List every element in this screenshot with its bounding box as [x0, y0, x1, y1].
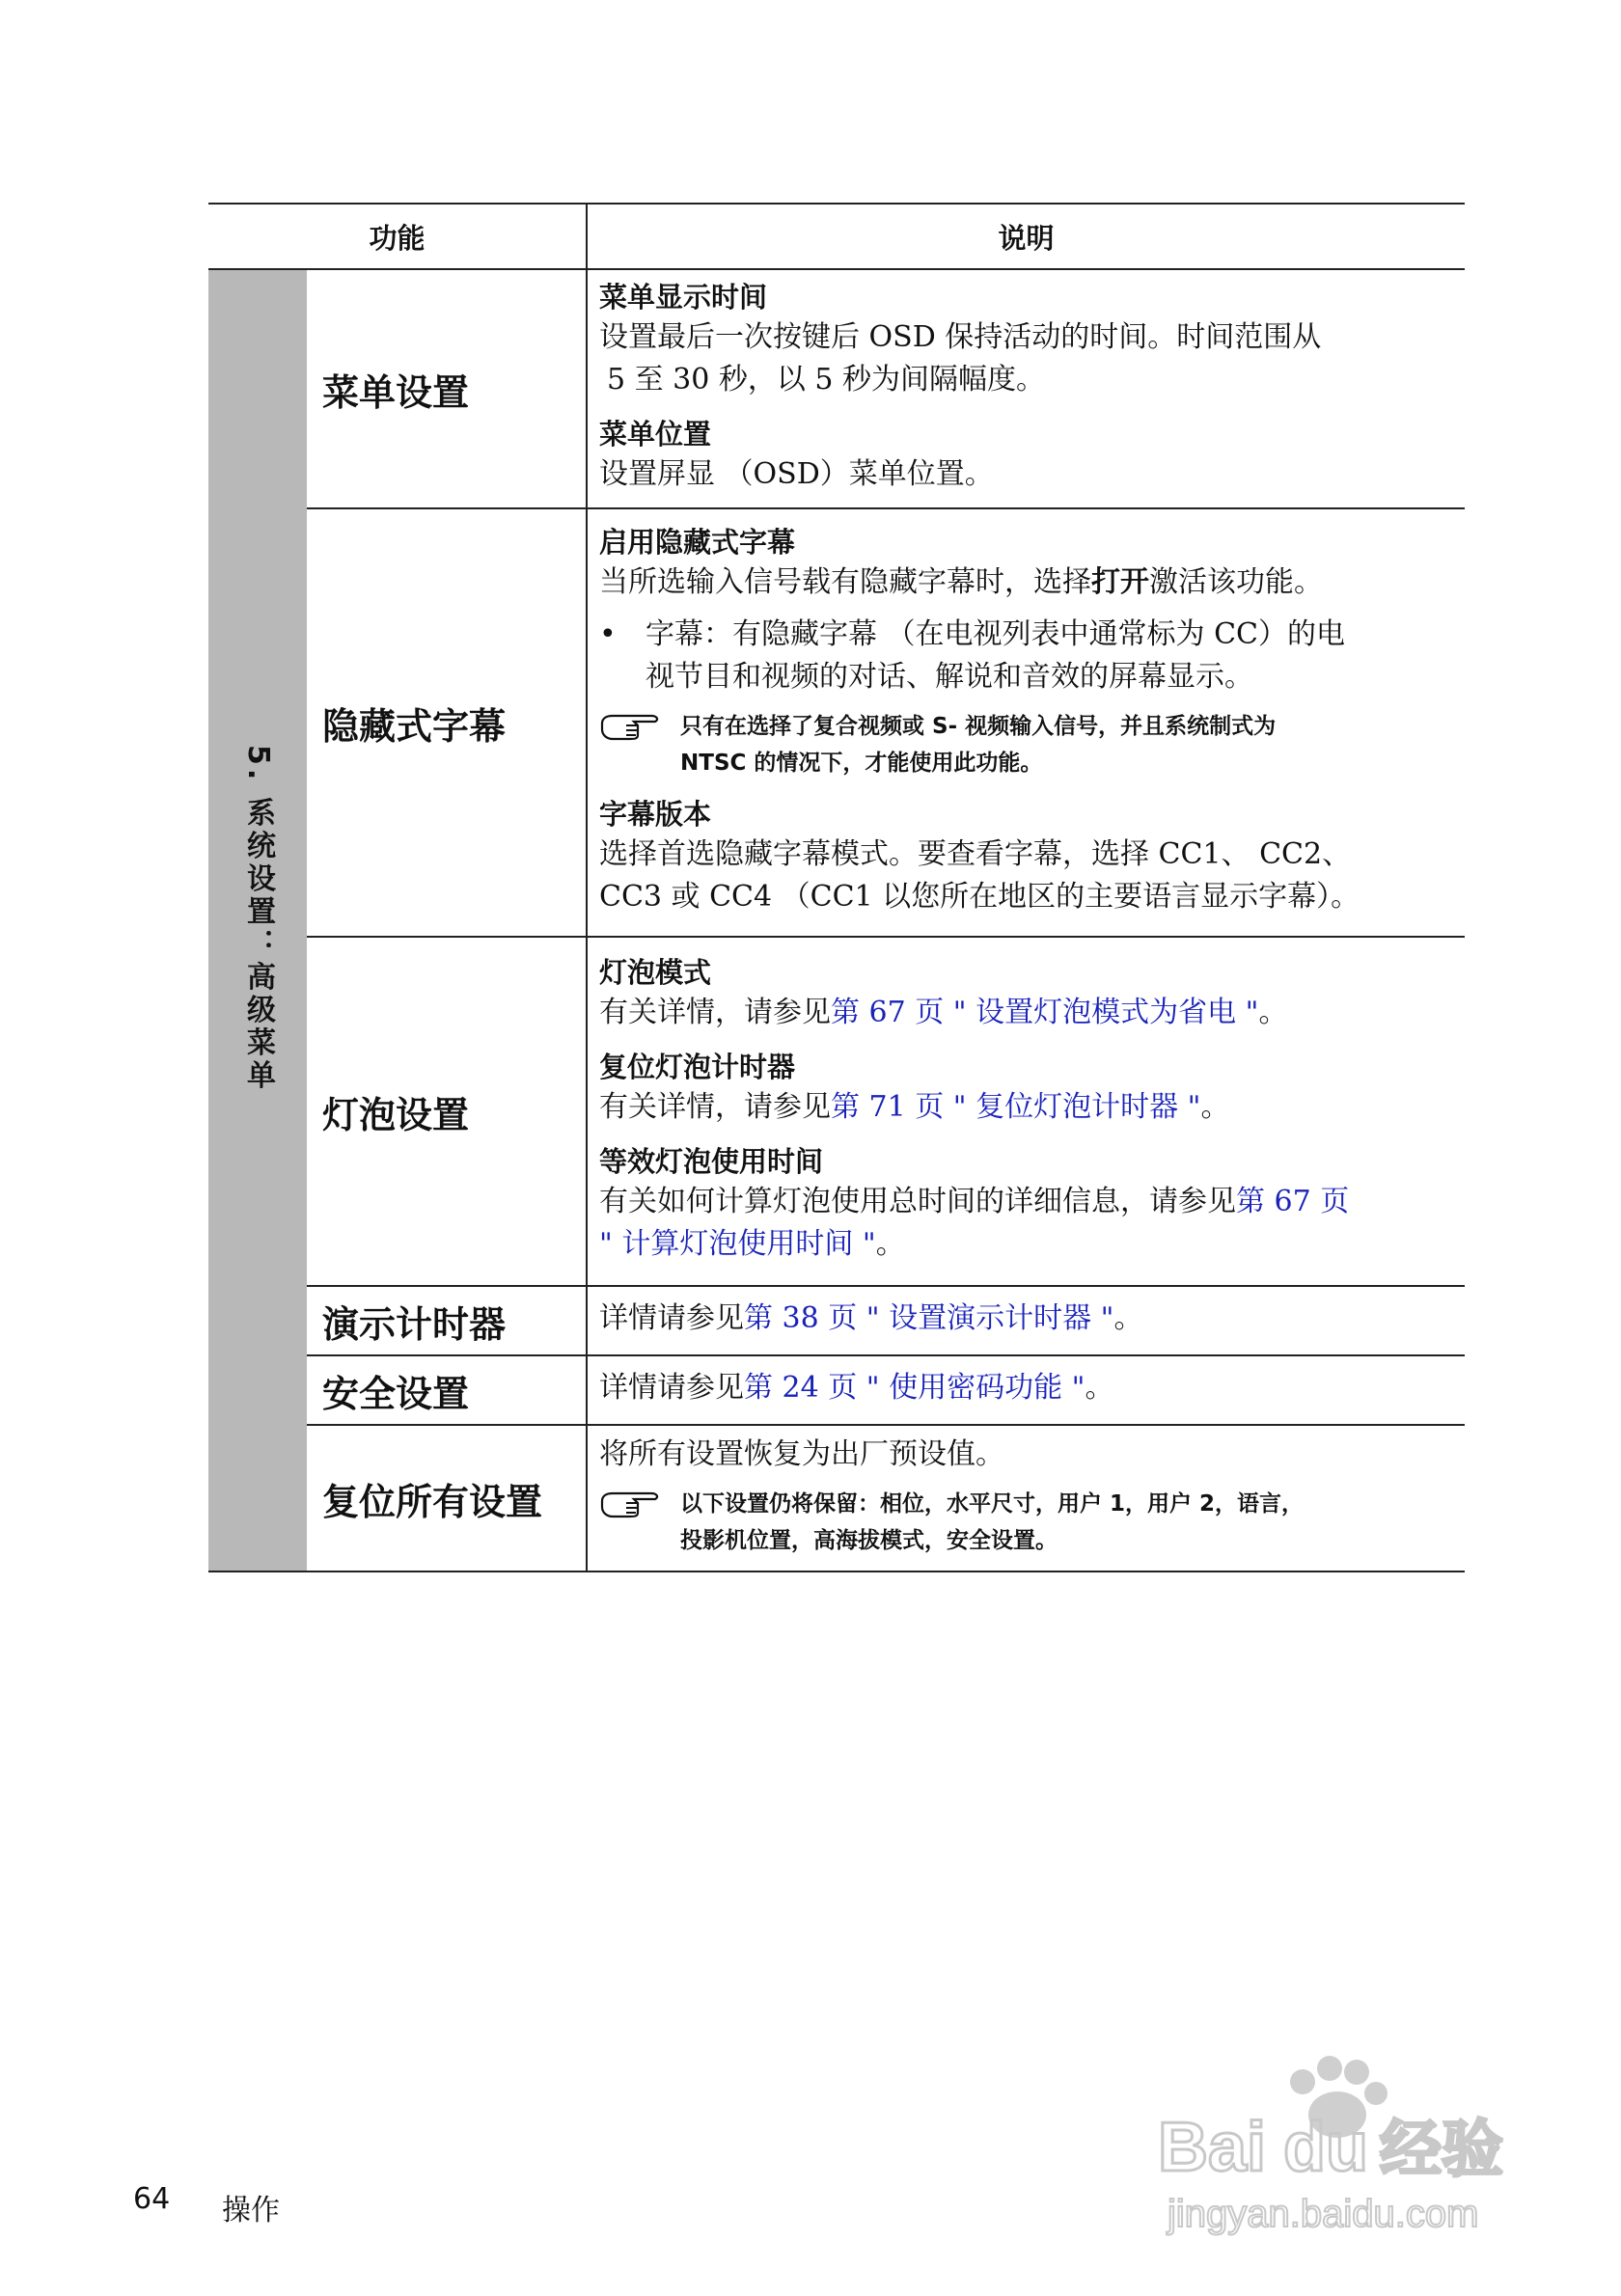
text-part: 当所选输入信号载有隐藏字幕时，选择: [599, 565, 1092, 599]
function-name: 演示计时器: [307, 1286, 587, 1355]
note-box: [599, 1486, 1453, 1559]
text-part: 有关如何计算灯泡使用总时间的详细信息，请参见: [599, 1185, 1237, 1218]
watermark-brand2: du: [1283, 2109, 1368, 2186]
table-row: [208, 269, 1465, 508]
page-link[interactable]: 第 71 页 " 复位灯泡计时器 ": [831, 1090, 1201, 1124]
bold-option: 打开: [1091, 565, 1150, 599]
footer-section: 操作: [222, 2194, 280, 2228]
table-row: [208, 1286, 1465, 1355]
text-part: 。: [875, 1227, 905, 1261]
settings-table: [208, 203, 1465, 1572]
bullet-dot: •: [599, 617, 617, 651]
header-function: 功能: [208, 204, 587, 269]
header-description: 说明: [587, 204, 1465, 269]
description-text: 设置屏显 （OSD）菜单位置。: [599, 457, 994, 491]
function-name: 菜单设置: [307, 269, 587, 508]
text-part: 有关详情，请参见: [599, 996, 832, 1029]
description-text: 选择首选隐藏字幕模式。要查看字幕，选择 CC1、 CC2、: [599, 837, 1352, 871]
section-label: 5. 系统设置：高级菜单: [241, 744, 275, 1093]
page-link[interactable]: 第 67 页 " 设置灯泡模式为省电 ": [831, 996, 1259, 1029]
description-cell: [587, 1286, 1465, 1355]
note-text: 以下设置仍将保留：相位，水平尺寸，用户 1，用户 2，语言，: [680, 1491, 1305, 1517]
text-part: 。: [1085, 1371, 1114, 1405]
subheading: 字幕版本: [599, 798, 712, 831]
description-text: [599, 992, 1453, 1034]
table-row: [208, 1355, 1465, 1425]
note-box: [599, 708, 1453, 781]
subheading: 启用隐藏式字幕: [599, 526, 796, 559]
table-row: [208, 937, 1465, 1286]
text-part: 。: [1258, 996, 1288, 1029]
section-sidebar: [208, 269, 307, 1572]
baidu-jingyan-watermark: [1158, 2055, 1544, 2238]
description-cell: [587, 508, 1465, 937]
subheading: 菜单显示时间: [599, 281, 768, 314]
description-text: [599, 1223, 1453, 1266]
page-number: 64: [133, 2182, 171, 2216]
description-cell: [587, 1425, 1465, 1572]
text-part: 详情请参见: [599, 1371, 745, 1405]
note-text: 投影机位置，高海拔模式，安全设置。: [680, 1528, 1058, 1553]
bullet-item: [599, 614, 1453, 698]
description-cell: [587, 1355, 1465, 1425]
description-text: 5 至 30 秒，以 5 秒为间隔幅度。: [607, 363, 1046, 396]
function-name: 复位所有设置: [307, 1425, 587, 1572]
description-text: 将所有设置恢复为出厂预设值。: [599, 1437, 1005, 1471]
description-text: [599, 561, 1453, 604]
description-text: [599, 1086, 1453, 1129]
table-row: [208, 1425, 1465, 1572]
subheading: 复位灯泡计时器: [599, 1051, 796, 1083]
description-text: 设置最后一次按键后 OSD 保持活动的时间。时间范围从: [599, 320, 1322, 354]
description-text: CC3 或 CC4 （CC1 以您所在地区的主要语言显示字幕）。: [599, 880, 1360, 914]
function-name: 安全设置: [307, 1355, 587, 1425]
function-name: 隐藏式字幕: [307, 508, 587, 937]
note-text: 只有在选择了复合视频或 S- 视频输入信号，并且系统制式为: [680, 714, 1277, 739]
bullet-text: 字幕：有隐藏字幕 （在电视列表中通常标为 CC）的电: [646, 617, 1345, 651]
description-cell: [587, 269, 1465, 508]
table-header: [208, 204, 1465, 269]
function-name: 灯泡设置: [307, 937, 587, 1286]
note-text: NTSC 的情况下，才能使用此功能。: [680, 751, 1043, 776]
watermark-label: 经验: [1380, 2115, 1503, 2186]
description-text: [599, 1181, 1453, 1223]
text-part: 。: [1113, 1301, 1143, 1335]
text-part: 详情请参见: [599, 1301, 745, 1335]
page-link[interactable]: " 计算灯泡使用时间 ": [599, 1227, 876, 1261]
description-cell: [587, 937, 1465, 1286]
text-part: 有关详情，请参见: [599, 1090, 832, 1124]
page-link[interactable]: 第 24 页 " 使用密码功能 ": [744, 1371, 1085, 1405]
text-part: 。: [1200, 1090, 1230, 1124]
watermark-brand: Bai: [1158, 2109, 1267, 2186]
pointing-hand-icon: [599, 1486, 680, 1531]
table-row: [208, 508, 1465, 937]
page-link[interactable]: 第 38 页 " 设置演示计时器 ": [744, 1301, 1114, 1335]
subheading: 灯泡模式: [599, 956, 712, 989]
text-part: 激活该功能。: [1149, 565, 1324, 599]
bullet-text: 视节目和视频的对话、解说和音效的屏幕显示。: [646, 660, 1254, 694]
subheading: 菜单位置: [599, 418, 712, 451]
pointing-hand-icon: [599, 708, 680, 753]
watermark-url: jingyan.baidu.com: [1168, 2193, 1479, 2235]
subheading: 等效灯泡使用时间: [599, 1145, 824, 1178]
page-link[interactable]: 第 67 页: [1236, 1185, 1350, 1218]
